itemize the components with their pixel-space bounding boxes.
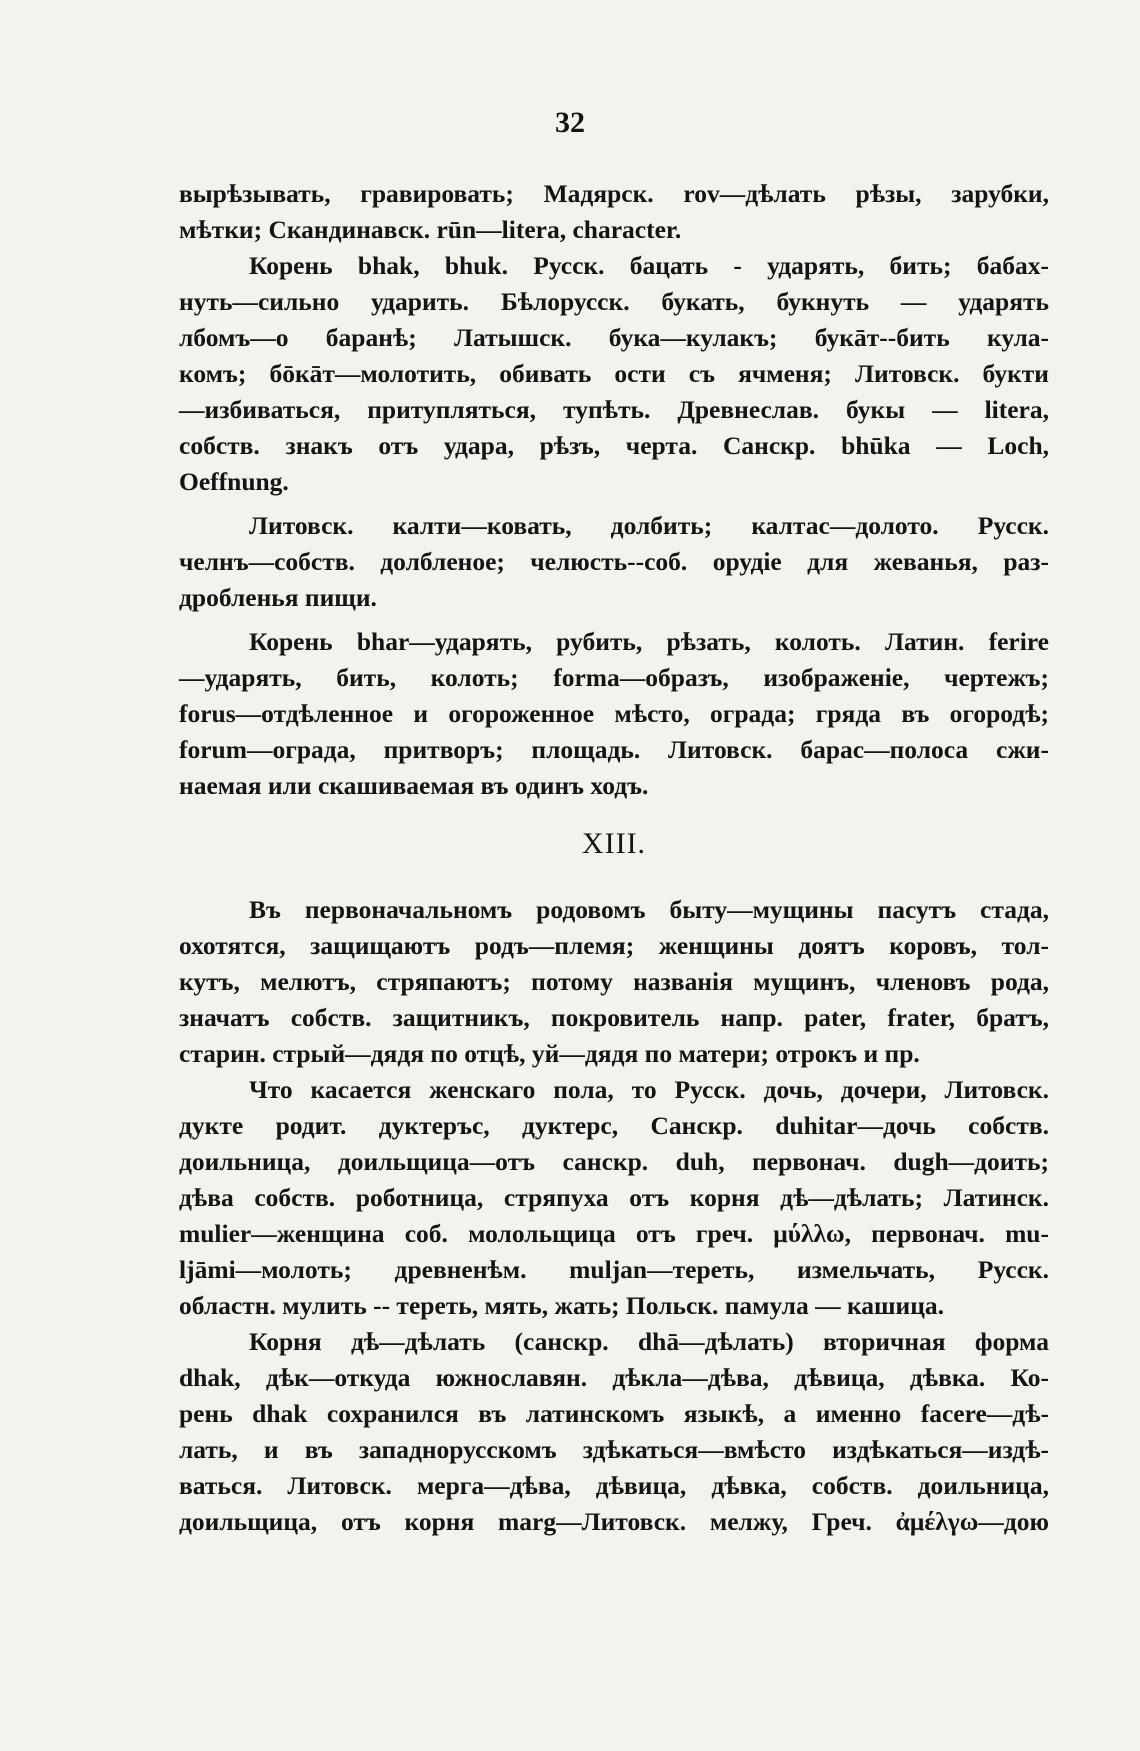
text-line: дробленья пищи. (179, 583, 377, 612)
text-line: forum—ограда, притворъ; площадь. Литовск. барас—полоса сжи- (179, 735, 1049, 764)
text-line: ваться. Литовск. мерга—дѣва, дѣвица, дѣвка, собств. доильница, (179, 1471, 1049, 1500)
text-line: dhak, дѣк—откуда южнославян. дѣкла—дѣва, дѣвица, дѣвка. Ко- (179, 1363, 1049, 1392)
text-line: кутъ, мелютъ, стряпаютъ; потому названія мущинъ, членовъ рода, (179, 967, 1049, 996)
text-line: охотятся, защищаютъ родъ—племя; женщины доятъ коровъ, тол- (179, 931, 1049, 960)
text-line: доильница, доильщица—отъ санскр. duh, первонач. dugh—доить; (179, 1147, 1049, 1176)
text-line: дукте родит. дуктеръс, дуктерс, Санскр. duhitar—дочь собств. (179, 1111, 1049, 1140)
paragraph-gap (179, 500, 1049, 508)
body-text (179, 176, 1049, 1540)
text-line: ljāmi—молоть; древненѣм. muljan—тереть, измельчать, Русск. (179, 1255, 1049, 1284)
text-line: доильщица, отъ корня marg—Литовск. мелжу, Греч. ἀμέλγω—дою (179, 1507, 1049, 1536)
section-heading: XIII. (581, 827, 647, 860)
text-line: значатъ собств. защитникъ, покровитель напр. pater, frater, братъ, (179, 1003, 1049, 1032)
text-line: mulier—женщина соб. молольщица отъ греч. μύλλω, первонач. mu- (179, 1219, 1049, 1248)
text-line: старин. стрый—дядя по отцѣ, уй—дядя по матери; отрокъ и пр. (179, 1039, 920, 1068)
text-line: Корня дѣ—дѣлать (санскр. dhā—дѣлать) вторичная форма (249, 1327, 1049, 1356)
paragraph-gap (179, 616, 1049, 624)
paragraph-3 (179, 508, 1049, 616)
page-number: 32 (555, 106, 585, 139)
text-line: лать, и въ западнорусскомъ здѣкаться—вмѣсто издѣкаться—издѣ- (179, 1435, 1049, 1464)
paragraph-4 (179, 624, 1049, 804)
text-line: вырѣзывать, гравировать; Мадярск. rov—дѣлать рѣзы, зарубки, (179, 179, 1049, 208)
text-line: наемая или скашиваемая въ одинъ ходъ. (179, 771, 649, 800)
text-line: Oeffnung. (179, 467, 289, 496)
text-line: дѣва собств. роботница, стряпуха отъ корня дѣ—дѣлать; Латинск. (179, 1183, 1049, 1212)
text-line: Въ первоначальномъ родовомъ быту—мущины пасутъ стада, (249, 895, 1049, 924)
text-line: мѣтки; Скандинавск. rūn—litera, character. (179, 215, 682, 244)
text-line: лбомъ—о баранѣ; Латышск. бука—кулакъ; букāт--бить кула- (179, 323, 1049, 352)
text-line: forus—отдѣленное и огороженное мѣсто, ограда; гряда въ огородѣ; (179, 699, 1049, 728)
text-line: нуть—сильно ударить. Бѣлорусск. букать, букнуть — ударять (179, 287, 1049, 316)
text-line: рень dhak сохранился въ латинскомъ языкѣ, а именно facere—дѣ- (179, 1399, 1049, 1428)
paragraph-5 (179, 892, 1049, 1072)
text-line: челнъ—собств. долбленое; челюсть--соб. орудіе для жеванья, раз- (179, 547, 1049, 576)
paragraph-1 (179, 176, 1049, 248)
text-line: Литовск. калти—ковать, долбить; калтас—долото. Русск. (249, 511, 1049, 540)
text-line: комъ; бōкāт—молотить, обивать ости съ ячменя; Литовск. букти (179, 359, 1049, 388)
text-line: Корень bhak, bhuk. Русск. бацать - ударять, бить; бабах- (249, 251, 1049, 280)
text-line: областн. мулить -- тереть, мять, жать; Польск. памула — кашица. (179, 1291, 945, 1320)
text-line: —избиваться, притупляться, тупѣть. Древнеслав. букы — litera, (179, 395, 1049, 424)
paragraph-6 (179, 1072, 1049, 1324)
text-line: Что касается женскаго пола, то Русск. дочь, дочери, Литовск. (249, 1075, 1049, 1104)
paragraph-2 (179, 248, 1049, 500)
text-line: Корень bhar—ударять, рубить, рѣзать, колоть. Латин. ferire (249, 627, 1049, 656)
text-line: собств. знакъ отъ удара, рѣзъ, черта. Санскр. bhūka — Loch, (179, 431, 1049, 460)
text-line: —ударять, бить, колоть; forma—образъ, изображеніе, чертежъ; (179, 663, 1049, 692)
paragraph-7 (179, 1324, 1049, 1540)
